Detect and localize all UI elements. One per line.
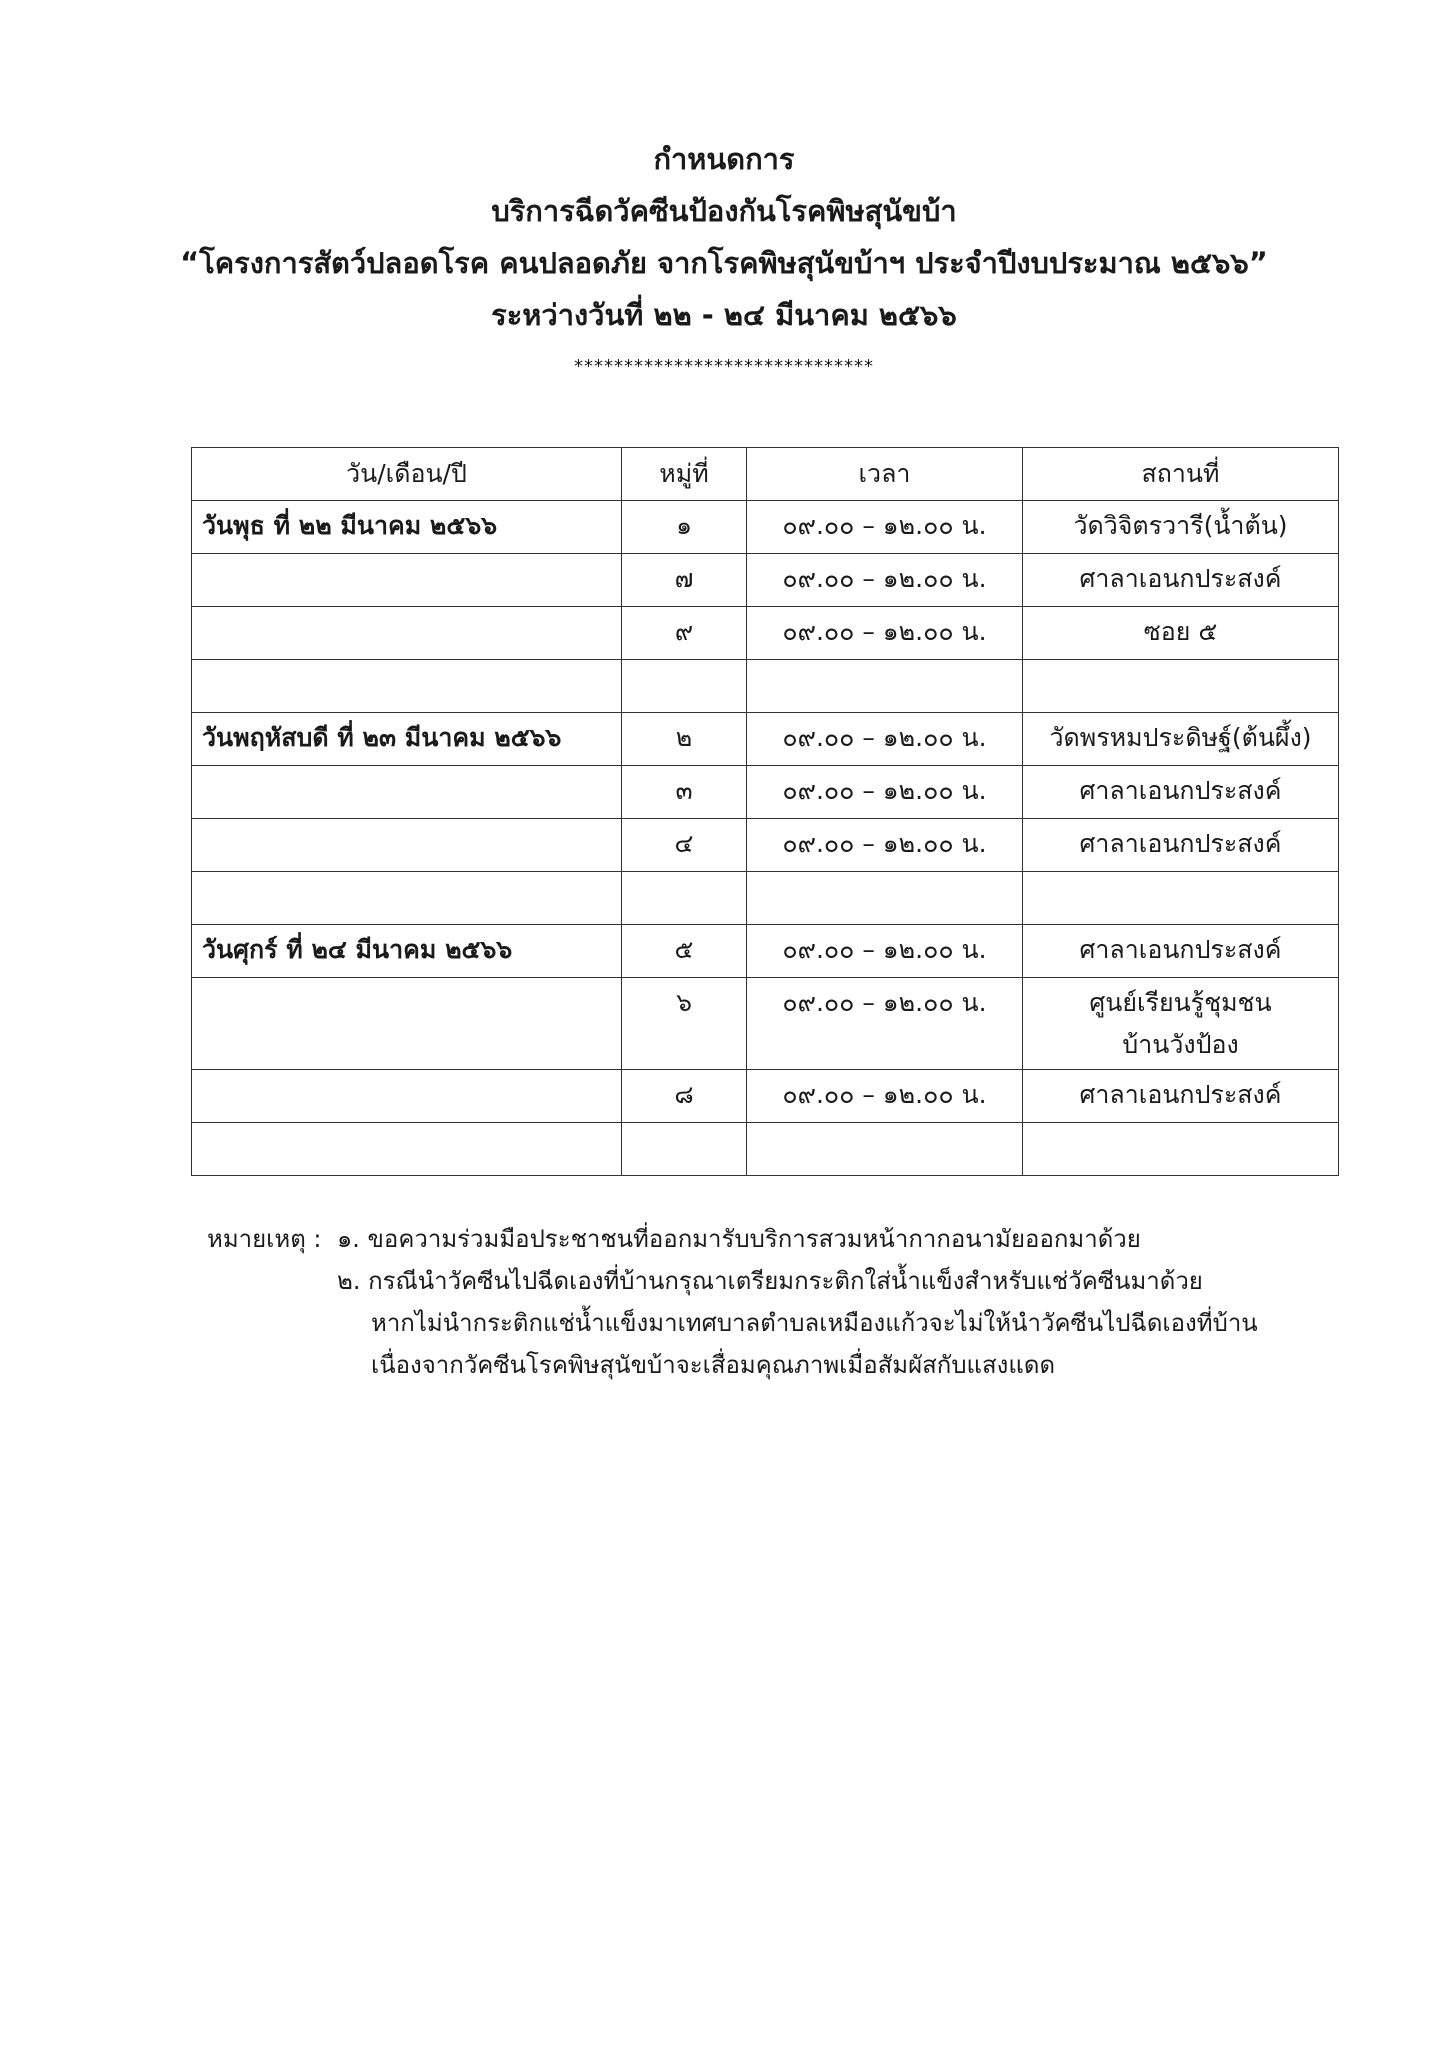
cell-moo: ๖ [622, 978, 747, 1070]
notes-label: หมายเหตุ : [207, 1225, 322, 1253]
cell-date [192, 554, 622, 607]
table-header-row [192, 448, 1339, 501]
cell-place: ศาลาเอนกประสงค์ [1023, 766, 1339, 819]
note-text-1: ๑. ขอความร่วมมือประชาชนที่ออกมารับบริการสวมหน้ากากอนามัยออกมาด้วย [337, 1225, 1141, 1253]
date-range: ระหว่างวันที่ ๒๒ - ๒๔ มีนาคม ๒๕๖๖ [491, 298, 957, 332]
cell-date [192, 1070, 622, 1123]
cell-time: ๐๙.๐๐ – ๑๒.๐๐ น. [747, 607, 1023, 660]
cell-place: ศาลาเอนกประสงค์ [1023, 925, 1339, 978]
cell-place-line2: บ้านวังป้อง [1122, 1030, 1239, 1059]
cell-time [747, 872, 1023, 925]
notes-section [207, 1218, 1258, 1386]
cell-moo [622, 1123, 747, 1176]
note-item-2-line-2: หากไม่นำกระติกแช่น้ำแข็งมาเทศบาลตำบลเหมืองแก้วจะไม่ให้นำวัคซีนไปฉีดเองที่บ้าน [371, 1309, 1258, 1337]
cell-time: ๐๙.๐๐ – ๑๒.๐๐ น. [747, 766, 1023, 819]
cell-time: ๐๙.๐๐ – ๑๒.๐๐ น. [747, 925, 1023, 978]
cell-time: ๐๙.๐๐ – ๑๒.๐๐ น. [747, 1070, 1023, 1123]
cell-place [1023, 1123, 1339, 1176]
schedule-table [191, 447, 1339, 1176]
cell-moo: ๙ [622, 607, 747, 660]
header-place: สถานที่ [1023, 448, 1339, 501]
cell-time: ๐๙.๐๐ – ๑๒.๐๐ น. [747, 501, 1023, 554]
cell-date: วันศุกร์ ที่ ๒๔ มีนาคม ๒๕๖๖ [192, 925, 622, 978]
cell-moo: ๗ [622, 554, 747, 607]
cell-date: วันพุธ ที่ ๒๒ มีนาคม ๒๕๖๖ [192, 501, 622, 554]
cell-moo: ๒ [622, 713, 747, 766]
cell-place: ศาลาเอนกประสงค์ [1023, 819, 1339, 872]
table-row [192, 713, 1339, 766]
cell-moo: ๔ [622, 819, 747, 872]
cell-time: ๐๙.๐๐ – ๑๒.๐๐ น. [747, 819, 1023, 872]
cell-place-line1: ศูนย์เรียนรู้ชุมชน [1089, 988, 1272, 1017]
table-row [192, 554, 1339, 607]
document-subtitle: บริการฉีดวัคซีนป้องกันโรคพิษสุนัขบ้า [491, 194, 957, 228]
cell-moo: ๓ [622, 766, 747, 819]
header-time: เวลา [747, 448, 1023, 501]
note-item-1 [207, 1218, 1258, 1260]
cell-date [192, 872, 622, 925]
separator-stars: ****************************** [574, 356, 874, 377]
header-date: วัน/เดือน/ปี [192, 448, 622, 501]
cell-moo [622, 660, 747, 713]
cell-date [192, 1123, 622, 1176]
cell-time: ๐๙.๐๐ – ๑๒.๐๐ น. [747, 978, 1023, 1070]
cell-place [1023, 872, 1339, 925]
cell-date [192, 978, 622, 1070]
cell-place: ซอย ๕ [1023, 607, 1339, 660]
cell-time: ๐๙.๐๐ – ๑๒.๐๐ น. [747, 554, 1023, 607]
cell-moo: ๘ [622, 1070, 747, 1123]
table-row [192, 501, 1339, 554]
table-row [192, 1123, 1339, 1176]
table-row [192, 607, 1339, 660]
table-row [192, 766, 1339, 819]
table-row [192, 1070, 1339, 1123]
cell-date [192, 766, 622, 819]
project-name: “โครงการสัตว์ปลอดโรค คนปลอดภัย จากโรคพิษสุนัขบ้าฯ ประจำปีงบประมาณ ๒๕๖๖” [180, 246, 1268, 280]
table-row [192, 660, 1339, 713]
table-row [192, 872, 1339, 925]
cell-place [1023, 978, 1339, 1070]
cell-date [192, 607, 622, 660]
table-row [192, 925, 1339, 978]
cell-place: ศาลาเอนกประสงค์ [1023, 554, 1339, 607]
cell-date: วันพฤหัสบดี ที่ ๒๓ มีนาคม ๒๕๖๖ [192, 713, 622, 766]
cell-moo [622, 872, 747, 925]
cell-moo: ๑ [622, 501, 747, 554]
header-moo: หมู่ที่ [622, 448, 747, 501]
cell-moo: ๕ [622, 925, 747, 978]
cell-time [747, 660, 1023, 713]
note-item-2-line-1: ๒. กรณีนำวัคซีนไปฉีดเองที่บ้านกรุณาเตรียมกระติกใส่น้ำแข็งสำหรับแช่วัคซีนมาด้วย [337, 1267, 1203, 1295]
cell-place: ศาลาเอนกประสงค์ [1023, 1070, 1339, 1123]
cell-time: ๐๙.๐๐ – ๑๒.๐๐ น. [747, 713, 1023, 766]
table-row [192, 819, 1339, 872]
note-item-2-line-3: เนื่องจากวัคซีนโรคพิษสุนัขบ้าจะเสื่อมคุณภาพเมื่อสัมผัสกับแสงแดด [371, 1351, 1056, 1379]
cell-place: วัดวิจิตรวารี(น้ำต้น) [1023, 501, 1339, 554]
table-row [192, 978, 1339, 1070]
cell-date [192, 819, 622, 872]
cell-place [1023, 660, 1339, 713]
document-title: กำหนดการ [653, 142, 795, 176]
cell-time [747, 1123, 1023, 1176]
cell-place: วัดพรหมประดิษฐ์(ต้นผึ้ง) [1023, 713, 1339, 766]
cell-date [192, 660, 622, 713]
